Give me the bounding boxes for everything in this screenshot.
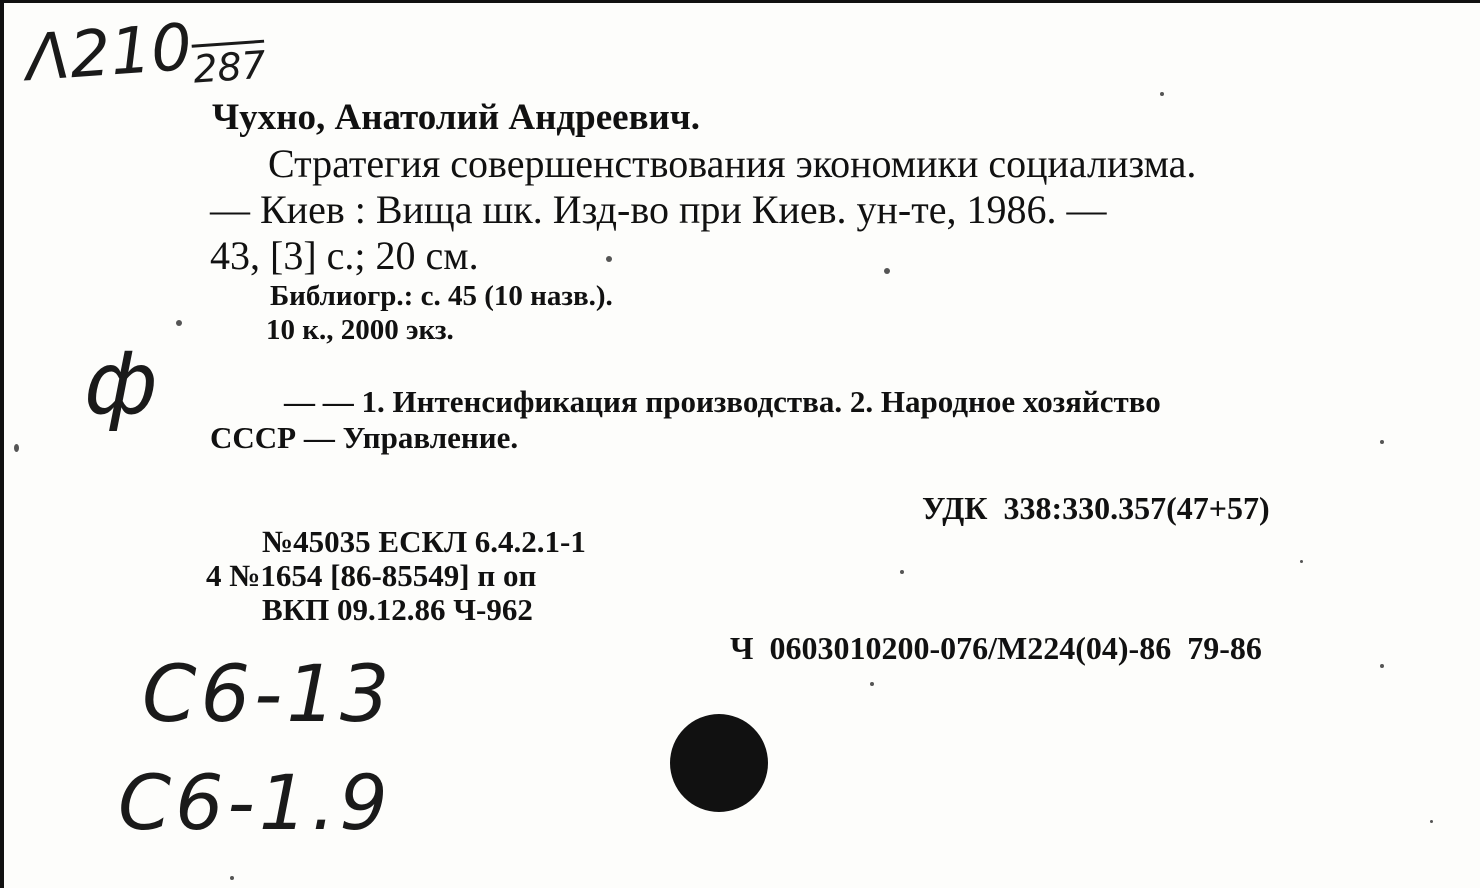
title-line-3: 43, [3] с.; 20 см. <box>210 233 479 278</box>
record-number-1: №45035 ЕСКЛ 6.4.2.1-1 <box>262 524 586 559</box>
author-heading: Чухно, Анатолий Андреевич. <box>212 97 700 138</box>
shelf-mark-main: Λ210 <box>23 10 195 97</box>
speck <box>900 570 904 574</box>
speck <box>230 876 234 880</box>
subjects-line-2: СССР — Управление. <box>210 420 519 455</box>
punch-hole <box>670 714 768 812</box>
price-run-note: 10 к., 2000 экз. <box>266 314 454 346</box>
bibliography-note: Библиогр.: с. 45 (10 назв.). <box>270 280 613 312</box>
speck <box>1160 92 1164 96</box>
title-line-2: — Киев : Вища шк. Изд-во при Киев. ун-те, 1986. — <box>210 187 1107 232</box>
speck <box>870 682 874 686</box>
speck <box>1380 664 1384 668</box>
classification-code: Ч 0603010200-076/М224(04)-86 79-86 <box>730 630 1262 666</box>
handwritten-marginal-mark: ф <box>84 334 158 434</box>
card-top-border <box>0 0 1480 3</box>
record-number-2: 4 №1654 [86-85549] п оп <box>206 558 537 593</box>
udk-code: УДК 338:330.357(47+57) <box>922 490 1270 526</box>
speck <box>884 268 890 274</box>
handwritten-code-2: C6-1.9 <box>118 758 392 847</box>
speck <box>176 320 182 326</box>
handwritten-code-1: C6-13 <box>142 650 394 740</box>
title-line-1: Стратегия совершенствования экономики социализма. <box>268 141 1197 186</box>
subjects-line-1: — — 1. Интенсификация производства. 2. Народное хозяйство <box>284 384 1161 419</box>
speck <box>1430 820 1433 823</box>
speck <box>606 256 612 262</box>
speck <box>1380 440 1384 444</box>
speck <box>1300 560 1303 563</box>
record-number-3: ВКП 09.12.86 Ч-962 <box>262 592 533 627</box>
handwritten-shelf-mark <box>24 6 267 96</box>
card-left-border <box>0 0 4 888</box>
shelf-mark-sup: 287 <box>191 42 268 92</box>
speck <box>14 444 19 452</box>
